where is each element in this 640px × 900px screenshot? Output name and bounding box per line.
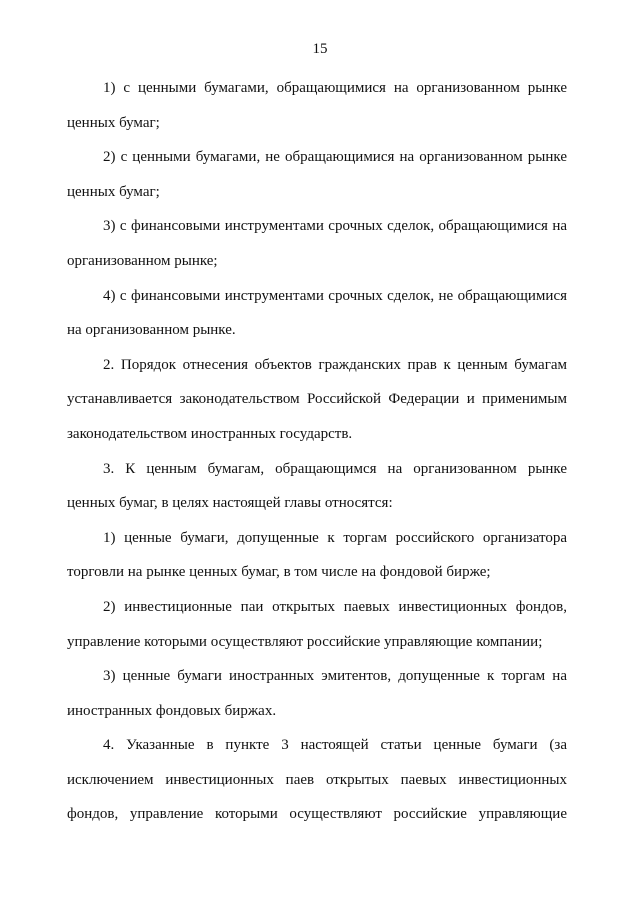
paragraph-item-2-non-traded-securities: 2) с ценными бумагами, не обращающимися на организованном рынке ценных бумаг; — [67, 149, 567, 200]
paragraph-point-2-classification: 2. Порядок отнесения объектов гражданских прав к ценным бумагам устанавливается законодательством Российской Федерации и применимым законодательством иностранных государств. — [67, 356, 567, 442]
document-body — [67, 71, 567, 832]
paragraph-item-3-traded-derivatives: 3) с финансовыми инструментами срочных сделок, обращающимися на организованном рынке; — [67, 218, 567, 269]
paragraph-subitem-1-admitted-securities: 1) ценные бумаги, допущенные к торгам российского организатора торговли на рынке ценных бумаг, в том числе на фондовой бирже; — [67, 529, 567, 581]
paragraph-item-1-traded-securities: 1) с ценными бумагами, обращающимися на организованном рынке ценных бумаг; — [67, 80, 567, 131]
page-number: 15 — [312, 41, 328, 57]
paragraph-point-3-definition: 3. К ценным бумагам, обращающимся на организованном рынке ценных бумаг, в целях настоящей главы относятся: — [67, 460, 567, 512]
paragraph-point-4-continued: 4. Указанные в пункте 3 настоящей статьи ценные бумаги (за исключением инвестиционных паев открытых паевых инвестиционных фондов, управление которыми осуществляют российские управляющие — [67, 737, 567, 823]
paragraph-item-4-non-traded-derivatives: 4) с финансовыми инструментами срочных сделок, не обращающимися на организованном рынке. — [67, 287, 567, 339]
paragraph-subitem-3-foreign-securities: 3) ценные бумаги иностранных эмитентов, допущенные к торгам на иностранных фондовых биржах. — [67, 668, 567, 719]
paragraph-subitem-2-investment-units: 2) инвестиционные паи открытых паевых инвестиционных фондов, управление которыми осуществляют российские управляющие компании; — [67, 598, 567, 650]
